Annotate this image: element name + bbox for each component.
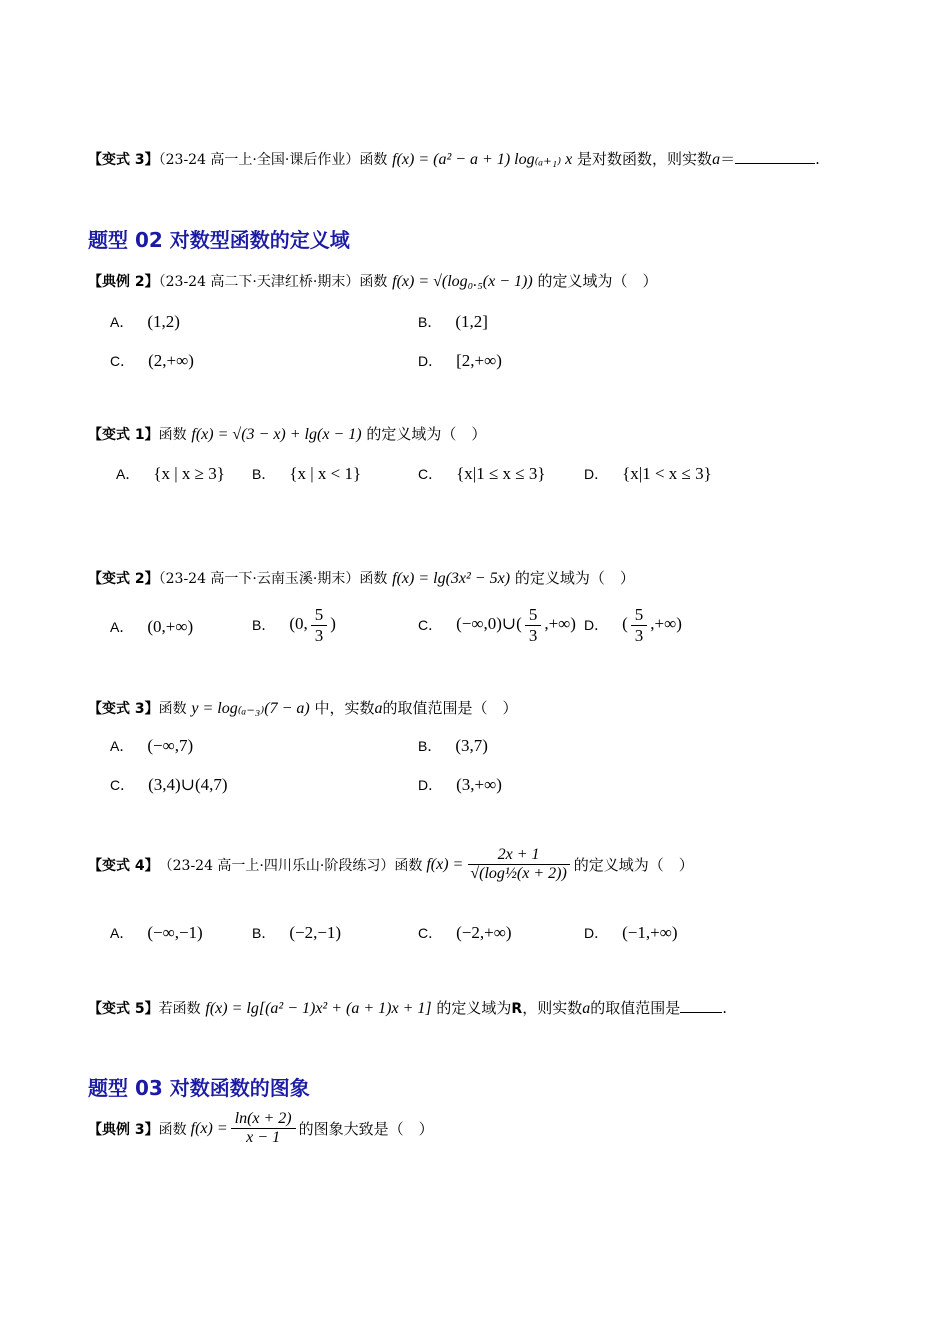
denominator: x − 1	[246, 1129, 281, 1147]
option-value: (−∞,7)	[147, 736, 194, 755]
question-source: （23-24 高二下·天津红桥·期末）函数	[158, 274, 388, 290]
question-source: （23-24 高一上·四川乐山·阶段练习）函数	[158, 857, 423, 874]
question-text: 的图象大致是（ ）	[298, 1120, 434, 1139]
question-text-mid: ，则实数	[522, 999, 583, 1017]
option-value: (3,+∞)	[456, 775, 502, 794]
option-a	[110, 923, 203, 943]
option-label: D．	[418, 353, 443, 369]
option-d	[418, 775, 502, 795]
option-b	[252, 923, 341, 943]
option-d	[584, 605, 682, 645]
question-source: （23-24 高一上·全国·课后作业）函数	[158, 152, 388, 168]
option-c	[418, 464, 546, 484]
denominator: √(log½(x + 2))	[470, 865, 567, 883]
period: .	[815, 150, 820, 168]
option-label: C．	[418, 466, 443, 482]
question-text: 是对数函数，则实数	[577, 150, 713, 168]
option-d	[418, 351, 502, 371]
option-value: {x | x ≥ 3}	[153, 464, 225, 483]
option-value: {x|1 ≤ x ≤ 3}	[456, 464, 546, 483]
question-source: 函数	[158, 427, 187, 443]
option-label: D．	[584, 617, 609, 634]
formula-fraction	[466, 846, 570, 884]
option-a	[110, 312, 180, 332]
option-c	[418, 605, 576, 645]
option-label: B．	[252, 617, 276, 634]
question-source: 函数	[158, 1121, 187, 1138]
option-label: A．	[110, 738, 134, 754]
option-label: C．	[418, 925, 443, 941]
variant-2-question	[88, 567, 635, 588]
variant-5-question	[88, 997, 727, 1018]
option-c	[110, 775, 228, 795]
equals: ＝	[720, 150, 736, 168]
option-value	[622, 605, 682, 645]
question-tag: 【变式 5】	[88, 1001, 159, 1017]
option-label: A．	[116, 466, 140, 482]
option-a	[110, 617, 193, 637]
answer-blank	[680, 1012, 722, 1013]
option-value	[456, 605, 576, 645]
numerator: 5	[311, 605, 328, 626]
question-source: 函数	[158, 701, 187, 717]
option-value: (3,4)∪(4,7)	[148, 775, 228, 794]
formula: f(x) = lg(3x² − 5x)	[392, 570, 511, 587]
question-text: 的定义域为	[436, 999, 512, 1017]
value-prefix: (−∞,0)∪(	[456, 613, 522, 633]
value-prefix: (0,	[289, 613, 308, 633]
section-heading-03: 题型 03 对数函数的图象	[88, 1076, 310, 1100]
variant-3-log-function-question	[88, 148, 820, 169]
numerator: 5	[525, 605, 542, 626]
option-value: (1,2)	[147, 312, 180, 331]
variable: a	[712, 151, 721, 168]
question-tag: 【变式 3】	[88, 701, 159, 717]
question-tag: 【典例 2】	[88, 274, 159, 290]
question-tag: 【变式 2】	[88, 571, 159, 587]
question-tag: 【变式 4】	[88, 857, 159, 874]
option-b	[252, 605, 336, 645]
option-label: B．	[418, 314, 442, 330]
formula-lhs: f(x) =	[190, 1119, 228, 1137]
option-label: C．	[110, 777, 135, 793]
formula: f(x) = √(log₀.₅(x − 1))	[392, 273, 533, 290]
formula: f(x) = lg[(a² − 1)x² + (a + 1)x + 1]	[205, 1000, 432, 1017]
variable: a	[582, 1000, 591, 1017]
option-value: (2,+∞)	[148, 351, 194, 370]
option-b	[252, 464, 361, 484]
example-3-question	[88, 1110, 434, 1148]
option-value: (−2,+∞)	[456, 923, 512, 942]
value-prefix: (	[622, 613, 628, 633]
numerator: 5	[631, 605, 648, 626]
option-b	[418, 736, 488, 756]
numerator: ln(x + 2)	[231, 1110, 296, 1129]
option-label: C．	[110, 353, 135, 369]
variable: a	[374, 700, 383, 717]
option-value: (0,+∞)	[147, 617, 194, 636]
option-a	[110, 736, 193, 756]
question-text-end: 的取值范围是	[590, 999, 681, 1017]
option-value: {x|1 < x ≤ 3}	[622, 464, 712, 483]
formula-lhs: f(x) =	[426, 855, 464, 873]
option-a	[116, 464, 225, 484]
option-value: {x | x < 1}	[289, 464, 362, 483]
option-value: (3,7)	[455, 736, 488, 755]
question-tag: 【变式 1】	[88, 427, 159, 443]
formula: f(x) = √(3 − x) + lg(x − 1)	[191, 426, 362, 443]
real-set-symbol: R	[511, 1001, 523, 1017]
denominator: 3	[634, 625, 644, 645]
option-label: A．	[110, 314, 134, 330]
option-label: B．	[252, 466, 276, 482]
option-label: A．	[110, 619, 134, 635]
question-text: 中，实数	[314, 699, 375, 717]
question-tag: 【变式 3】	[88, 152, 159, 168]
formula: f(x) = (a² − a + 1) log₍ₐ₊₁₎ x	[392, 151, 573, 168]
value-suffix: ,+∞)	[650, 613, 682, 633]
option-label: C．	[418, 617, 443, 634]
option-c	[418, 923, 512, 943]
variant-4-question	[88, 846, 694, 884]
question-text: 的定义域为（ ）	[537, 272, 658, 290]
value-suffix: )	[330, 613, 336, 633]
section-heading-02: 题型 02 对数型函数的定义域	[88, 228, 350, 252]
denominator: 3	[528, 625, 538, 645]
option-value	[289, 605, 336, 645]
option-c	[110, 351, 194, 371]
option-label: D．	[418, 777, 443, 793]
option-label: B．	[418, 738, 442, 754]
option-value: (−2,−1)	[289, 923, 342, 942]
numerator: 2x + 1	[468, 846, 570, 865]
answer-blank	[735, 163, 815, 164]
question-source: 若函数	[158, 1001, 201, 1017]
period: .	[722, 999, 727, 1017]
option-label: B．	[252, 925, 276, 941]
fraction	[525, 605, 542, 645]
example-2-question	[88, 270, 657, 291]
option-label: D．	[584, 925, 609, 941]
option-label: D．	[584, 466, 609, 482]
option-value: (−1,+∞)	[622, 923, 678, 942]
question-source: （23-24 高一下·云南玉溪·期末）函数	[158, 571, 388, 587]
option-b	[418, 312, 488, 332]
option-value: [2,+∞)	[456, 351, 502, 370]
option-label: A．	[110, 925, 134, 941]
variant-1-question	[88, 423, 486, 444]
denominator: 3	[314, 625, 324, 645]
formula-fraction	[231, 1110, 296, 1148]
question-text-end: 的取值范围是（ ）	[382, 699, 518, 717]
option-value: (−∞,−1)	[147, 923, 203, 942]
question-text: 的定义域为（ ）	[573, 856, 694, 875]
option-d	[584, 464, 712, 484]
option-value: (1,2]	[455, 312, 488, 331]
value-suffix: ,+∞)	[544, 613, 576, 633]
question-text: 的定义域为（ ）	[514, 569, 635, 587]
fraction	[311, 605, 328, 645]
option-d	[584, 923, 678, 943]
formula: y = log₍ₐ₋₃₎(7 − a)	[191, 700, 310, 717]
question-text: 的定义域为（ ）	[366, 425, 487, 443]
variant-3-range-question	[88, 697, 518, 718]
fraction	[631, 605, 648, 645]
question-tag: 【典例 3】	[88, 1121, 159, 1138]
